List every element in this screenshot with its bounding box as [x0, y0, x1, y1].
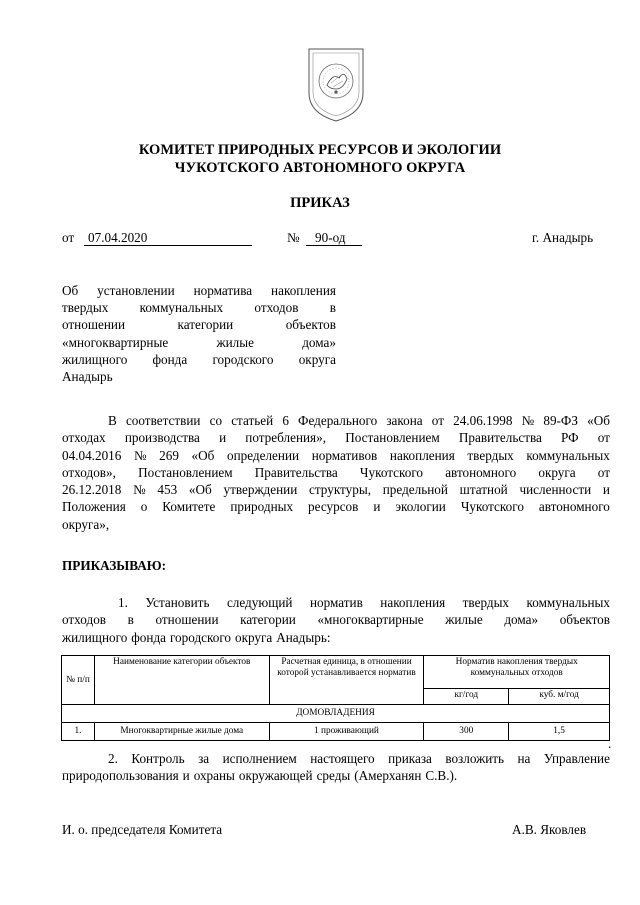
word: Федерального — [298, 413, 378, 428]
preamble-paragraph — [62, 412, 610, 533]
word: отношении — [155, 612, 219, 628]
word: от — [597, 430, 610, 446]
word: автономного — [445, 464, 517, 480]
word: Постановлением — [345, 430, 440, 446]
table-row — [62, 723, 610, 741]
word: окружающей — [238, 768, 313, 784]
word: со — [209, 413, 223, 428]
subject-line — [62, 316, 336, 333]
header-unit: Расчетная единица, в отношении которой устанавливается норматив — [269, 656, 424, 705]
word: в — [329, 300, 336, 316]
word: Контроль — [131, 751, 185, 766]
order-subject — [62, 282, 336, 385]
row-m3: 1,5 — [509, 723, 610, 741]
word: Комитете — [162, 499, 216, 515]
word: и — [602, 482, 610, 498]
word: автономного — [538, 499, 610, 515]
word: 453 — [157, 482, 178, 498]
date-prefix: от — [62, 230, 75, 245]
word: о — [140, 499, 148, 515]
table-trailing-period: . — [608, 736, 612, 751]
word: 24.06.1998 — [453, 413, 513, 428]
header-category: Наименование категории объектов — [94, 656, 269, 705]
word: накопления — [380, 595, 446, 610]
coat-of-arms-emblem — [303, 45, 369, 123]
word: утверждении — [223, 482, 298, 498]
word: «Об — [587, 413, 610, 428]
item1-line — [62, 629, 610, 646]
date-underline — [84, 245, 252, 246]
word: и — [373, 499, 381, 515]
word: численности — [519, 482, 592, 498]
word: округа — [234, 629, 273, 645]
word: норматива — [193, 283, 253, 298]
word: настоящего — [310, 751, 375, 766]
word: жилые — [445, 612, 483, 628]
word: отходах — [62, 430, 106, 446]
word: нормативов — [311, 447, 378, 463]
word: 04.04.2016 — [62, 447, 122, 463]
table-section-row — [62, 705, 610, 723]
word: накопления — [389, 447, 455, 463]
subject-line — [62, 282, 336, 299]
word: коммунальных — [139, 300, 224, 316]
word: округа», — [62, 516, 110, 532]
subject-line — [62, 368, 336, 385]
word: твердых — [462, 595, 510, 610]
word: Чукотского — [359, 464, 424, 480]
word: накопления — [271, 283, 336, 298]
word: РФ — [561, 430, 579, 446]
word: 269 — [159, 447, 179, 463]
word: № — [521, 413, 535, 428]
item2-line — [62, 750, 610, 767]
word: объектов — [559, 612, 610, 628]
word: жилищного — [62, 351, 128, 367]
word: возложить — [445, 751, 505, 766]
word: Положения — [62, 499, 126, 515]
word: и — [182, 768, 190, 784]
word: приказа — [388, 751, 432, 766]
number-prefix: № — [287, 230, 300, 245]
row-num: 1. — [62, 723, 95, 741]
word: структуры, — [309, 482, 371, 498]
word: от — [431, 413, 444, 428]
word: округа — [298, 351, 336, 367]
signer-name: А.В. Яковлев — [512, 822, 587, 837]
preamble-line — [62, 464, 610, 481]
header-kg: кг/год — [424, 689, 509, 705]
word: Анадырь — [62, 369, 113, 385]
word: установлении — [97, 283, 175, 298]
order-number: 90-од — [315, 230, 346, 245]
row-category: Многоквартирные жилые дома — [94, 723, 269, 741]
word: производства — [124, 430, 200, 446]
word: коммунальных — [526, 595, 610, 610]
word: статьей — [231, 413, 274, 428]
word: В — [108, 413, 117, 428]
word: природных — [230, 499, 294, 515]
signer-position: И. о. председателя Комитета — [62, 822, 223, 837]
word: за — [198, 751, 210, 766]
word: городского — [212, 351, 274, 367]
word: дома» — [504, 612, 539, 628]
preamble-line — [62, 447, 610, 464]
subject-line — [62, 351, 336, 368]
header-m3: куб. м/год — [509, 689, 610, 705]
word: природопользования — [62, 768, 179, 784]
word: «многоквартирные — [317, 612, 424, 628]
word: предельной — [382, 482, 448, 498]
word: Об — [62, 283, 79, 298]
word: фонда — [152, 351, 188, 367]
item1-line — [62, 594, 610, 611]
table-header-row — [62, 656, 610, 689]
word: соответствии — [125, 413, 201, 428]
header-num: № п/п — [62, 656, 95, 705]
word: округа — [538, 464, 576, 480]
document-type: ПРИКАЗ — [290, 195, 350, 211]
preamble-line — [62, 498, 610, 515]
word: от — [597, 464, 610, 480]
preamble-line — [62, 516, 610, 533]
word: № — [133, 447, 147, 463]
word: (Амерханян — [354, 768, 422, 784]
section-title: ДОМОВЛАДЕНИЯ — [62, 705, 610, 723]
organization-name-line2: ЧУКОТСКОГО АВТОНОМНОГО ОКРУГА — [174, 160, 466, 176]
norm-table — [61, 655, 610, 741]
word: объектов — [285, 317, 336, 333]
subject-line — [62, 299, 336, 316]
subject-line — [62, 334, 336, 351]
number-underline — [306, 245, 362, 246]
word: жилищного — [62, 629, 128, 645]
word: Управление — [543, 751, 610, 766]
word: Правительства — [458, 430, 542, 446]
word: городского — [169, 629, 232, 645]
word: ресурсов — [308, 499, 359, 515]
word: фонда — [131, 629, 167, 645]
preamble-line — [62, 481, 610, 498]
word: Постановлением — [138, 464, 233, 480]
word: среды — [316, 768, 351, 784]
word: охраны — [193, 768, 235, 784]
organization-name-line1: КОМИТЕТ ПРИРОДНЫХ РЕСУРСОВ И ЭКОЛОГИИ — [138, 142, 502, 158]
word: 2. — [108, 751, 118, 766]
word: отходов — [62, 612, 107, 628]
word: определении — [226, 447, 300, 463]
word: категории — [240, 612, 296, 628]
item1-line — [62, 611, 610, 628]
word: категории — [177, 317, 234, 333]
word: закона — [386, 413, 423, 428]
word: С.В.). — [425, 768, 458, 784]
word: отходов — [254, 300, 299, 316]
preamble-line — [62, 429, 610, 446]
row-kg: 300 — [424, 723, 509, 741]
row-unit: 1 проживающий — [269, 723, 424, 741]
word: и — [219, 430, 227, 446]
word: отношении — [62, 317, 126, 333]
word: «Об — [191, 447, 215, 463]
word: 6 — [282, 413, 289, 428]
word: № — [133, 482, 146, 498]
city: г. Анадырь — [532, 230, 594, 245]
word: 89-ФЗ — [543, 413, 578, 428]
order-item-1 — [62, 594, 610, 646]
word: Установить — [145, 595, 210, 610]
word: норматив — [309, 595, 363, 610]
item2-line — [62, 767, 610, 784]
word: на — [517, 751, 531, 766]
word: твердых — [62, 300, 109, 316]
order-item-2 — [62, 750, 610, 785]
word: 1. — [118, 595, 128, 610]
word: Правительства — [254, 464, 338, 480]
header-norm: Норматив накопления твердых коммунальных отходов — [424, 656, 610, 689]
word: твердых — [467, 447, 514, 463]
order-word: ПРИКАЗЫВАЮ: — [62, 558, 166, 573]
word: штатной — [459, 482, 508, 498]
order-date: 07.04.2020 — [88, 230, 148, 245]
word: в — [127, 612, 134, 628]
word: коммунальных — [526, 447, 610, 463]
word: отходов», — [62, 464, 116, 480]
word: следующий — [226, 595, 293, 610]
word: Анадырь: — [276, 629, 331, 645]
word: «многоквартирные — [62, 334, 169, 350]
word: 26.12.2018 — [62, 482, 122, 498]
word: «Об — [188, 482, 212, 498]
word: исполнением — [222, 751, 297, 766]
word: дома» — [302, 334, 336, 350]
preamble-line — [62, 412, 610, 429]
word: жилые — [216, 334, 254, 350]
word: экологии — [395, 499, 446, 515]
word: потребления», — [245, 430, 327, 446]
word: Чукотского — [460, 499, 524, 515]
